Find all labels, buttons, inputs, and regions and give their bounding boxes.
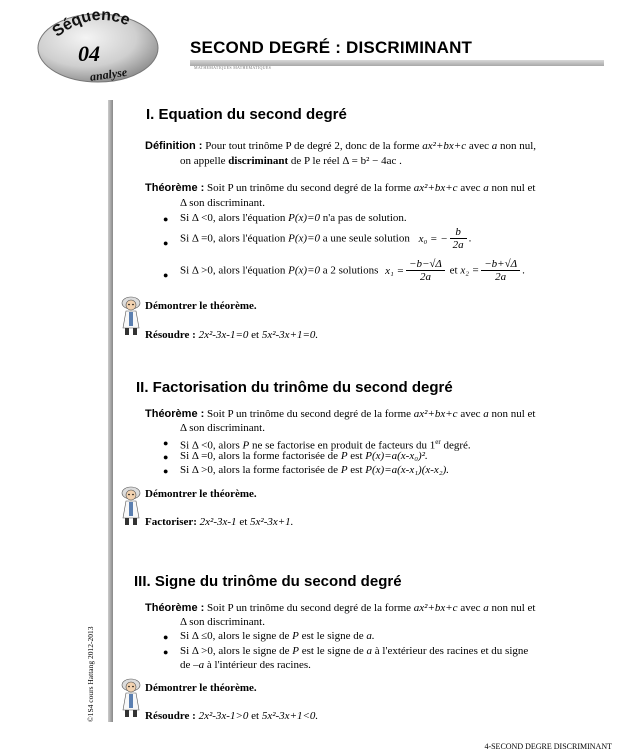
expr: 5x²-3x+1=0. (261, 329, 319, 341)
text: degré. (443, 439, 471, 452)
professor-icon (118, 294, 144, 336)
theorem-label: Théorème : (145, 182, 205, 194)
theorem-1-line-2: Δ son discriminant. (180, 197, 265, 209)
theorem-3-line-2: Δ son discriminant. (180, 616, 265, 628)
expr: P (340, 450, 348, 462)
sequence-badge (34, 6, 162, 86)
exercise-1 (145, 329, 318, 342)
expr: P (242, 439, 250, 452)
text: de P le réel Δ = b² − 4ac . (290, 155, 402, 167)
expr: P(x)=0 (288, 232, 321, 245)
expr: a. (366, 630, 375, 642)
theorem-1-bullet-2: Si Δ =0, alors l'équation P(x)=0 a une seule solution x₀ = − $\frac{b}{2a}$ . (180, 226, 472, 251)
text: non nul, (500, 140, 537, 152)
text: avec (460, 408, 481, 420)
text: Si Δ >0, alors la forme factorisée de (180, 464, 339, 476)
expr: a (483, 182, 489, 194)
expr: P(x)=a(x-x₀)². (365, 450, 428, 462)
bullet-icon: ● (163, 452, 169, 462)
text: à l'intérieur des racines. (206, 659, 311, 671)
theorem-label: Théorème : (145, 408, 205, 420)
text: Si Δ >0, alors le signe de (180, 645, 290, 657)
expr: ax²+bx+c (413, 182, 458, 194)
exercise-2 (145, 516, 293, 529)
text: est le signe de (301, 630, 364, 642)
expr: 5x²-3x+1. (250, 516, 294, 528)
denominator: 2a (495, 271, 507, 283)
text: et (251, 710, 260, 722)
theorem-3-line-1 (145, 602, 535, 615)
bullet-icon: ● (163, 214, 169, 224)
bullet-icon: ● (163, 270, 169, 280)
definition-label: Définition : (145, 140, 203, 152)
bullet-icon: ● (163, 238, 169, 248)
sidebar-copyright: ©1S4 cours Hattang 2012-2013 (86, 626, 95, 722)
exercise-label: Factoriser: (145, 516, 197, 528)
section-3-heading: III. Signe du trinôme du second degré (134, 573, 402, 590)
expr: P(x)=0 (288, 264, 321, 277)
bullet-icon: ● (163, 466, 169, 476)
expr: P(x)=a(x-x₁)(x-x₂). (365, 464, 450, 476)
exercise-label: Résoudre : (145, 329, 196, 341)
section-1-heading: I. Equation du second degré (146, 106, 347, 123)
definition-line-1 (145, 140, 536, 153)
theorem-2-bullet-3 (180, 464, 449, 477)
text: non nul et (491, 408, 536, 420)
text: non nul et (491, 182, 536, 194)
theorem-1-line-1 (145, 182, 535, 195)
theorem-2-line-1 (145, 408, 535, 421)
expr: x₂ = (460, 264, 480, 277)
text: de (180, 659, 191, 671)
text: Si Δ ≤0, alors le signe de (180, 630, 290, 642)
text: avec (468, 140, 489, 152)
expr: 2x²-3x-1 (199, 516, 237, 528)
expr: a (366, 645, 373, 657)
expr: ax²+bx+c (422, 140, 467, 152)
text: a 2 solutions (322, 264, 379, 277)
expr: a (491, 140, 498, 152)
bullet-icon: ● (163, 438, 169, 448)
expr: P (340, 464, 348, 476)
expr: 2x²-3x-1=0 (198, 329, 249, 341)
text: Soit P un trinôme du second degré de la forme (207, 182, 412, 194)
professor-icon (118, 484, 144, 526)
expr: ax²+bx+c (413, 408, 458, 420)
expr: P (292, 645, 300, 657)
theorem-1-bullet-1 (180, 212, 407, 225)
text: Si Δ <0, alors l'équation (180, 212, 286, 224)
text: a une seule solution (322, 232, 410, 245)
text: Si Δ =0, alors l'équation (180, 232, 286, 245)
expr: x₁ = (385, 264, 405, 277)
text: est (350, 450, 363, 462)
text: à l'extérieur des racines et du signe (374, 645, 529, 657)
section-2-heading: II. Factorisation du trinôme du second degré (136, 379, 453, 396)
expr: x₀ = − (418, 232, 448, 245)
expr: a (483, 408, 489, 420)
expr: ax²+bx+c (413, 602, 458, 614)
numerator: −b−√Δ (406, 258, 445, 271)
term-discriminant: discriminant (228, 155, 289, 167)
text: Soit P un trinôme du second degré de la forme (207, 408, 412, 420)
text: avec (460, 182, 481, 194)
badge-top-text: Séquence (49, 6, 133, 41)
theorem-3-bullet-2-cont (180, 659, 311, 672)
exercise-3 (145, 710, 318, 723)
expr: 5x²-3x+1<0. (261, 710, 319, 722)
text: est le signe de (301, 645, 364, 657)
theorem-label: Théorème : (145, 602, 205, 614)
text: n'a pas de solution. (322, 212, 407, 224)
text: et (449, 264, 458, 277)
text: ne se factorise en produit de facteurs du 1 (251, 439, 436, 452)
text: Pour tout trinôme P de degré 2, donc de la forme (205, 140, 420, 152)
expr: a (483, 602, 489, 614)
superscript: er (435, 438, 441, 446)
definition-line-2 (180, 155, 402, 168)
theorem-3-bullet-1 (180, 630, 375, 643)
expr: 2x²-3x-1>0 (198, 710, 249, 722)
denominator: 2a (419, 271, 431, 283)
rule-caption: MATHEMATIQUES MATHEMATIQUES (194, 65, 272, 70)
denominator: 2a (452, 239, 464, 251)
text: et (251, 329, 260, 341)
theorem-2-line-2: Δ son discriminant. (180, 422, 265, 434)
fraction (450, 226, 467, 251)
badge-number: 04 (78, 41, 100, 66)
expr: P(x)=0 (288, 212, 321, 224)
sidebar-bar (108, 100, 113, 722)
text: est (350, 464, 363, 476)
numerator: −b+√Δ (481, 258, 520, 271)
text: on appelle (180, 155, 226, 167)
bullet-icon: ● (163, 647, 169, 657)
theorem-2-bullet-2 (180, 450, 428, 463)
page-footer: 4-SECOND DEGRE DISCRIMINANT (484, 742, 612, 751)
text: et (239, 516, 248, 528)
theorem-3-bullet-2 (180, 645, 528, 658)
badge-bottom-text: analyse (89, 64, 128, 84)
exercise-label: Résoudre : (145, 710, 196, 722)
fraction (406, 258, 445, 283)
document-title: SECOND DEGRÉ : DISCRIMINANT (190, 38, 473, 57)
demonstrate-2: Démontrer le théorème. (145, 488, 257, 500)
expr: –a (193, 659, 205, 671)
professor-icon (118, 676, 144, 718)
text: non nul et (491, 602, 536, 614)
text: Si Δ =0, alors la forme factorisée de (180, 450, 339, 462)
text: Soit P un trinôme du second degré de la forme (207, 602, 412, 614)
text: Si Δ <0, alors (180, 439, 240, 452)
demonstrate-1: Démontrer le théorème. (145, 300, 257, 312)
text: Si Δ >0, alors l'équation (180, 264, 286, 277)
text: avec (460, 602, 481, 614)
bullet-icon: ● (163, 632, 169, 642)
theorem-1-bullet-3: Si Δ >0, alors l'équation P(x)=0 a 2 solutions x₁ = $\frac{-b-√\Delta}{2a}$ et x₂ = $\frac{-b+√\Delta}{2a}$ . (180, 258, 525, 283)
fraction (481, 258, 520, 283)
demonstrate-3: Démontrer le théorème. (145, 682, 257, 694)
expr: P (292, 630, 299, 642)
numerator: b (450, 226, 467, 239)
